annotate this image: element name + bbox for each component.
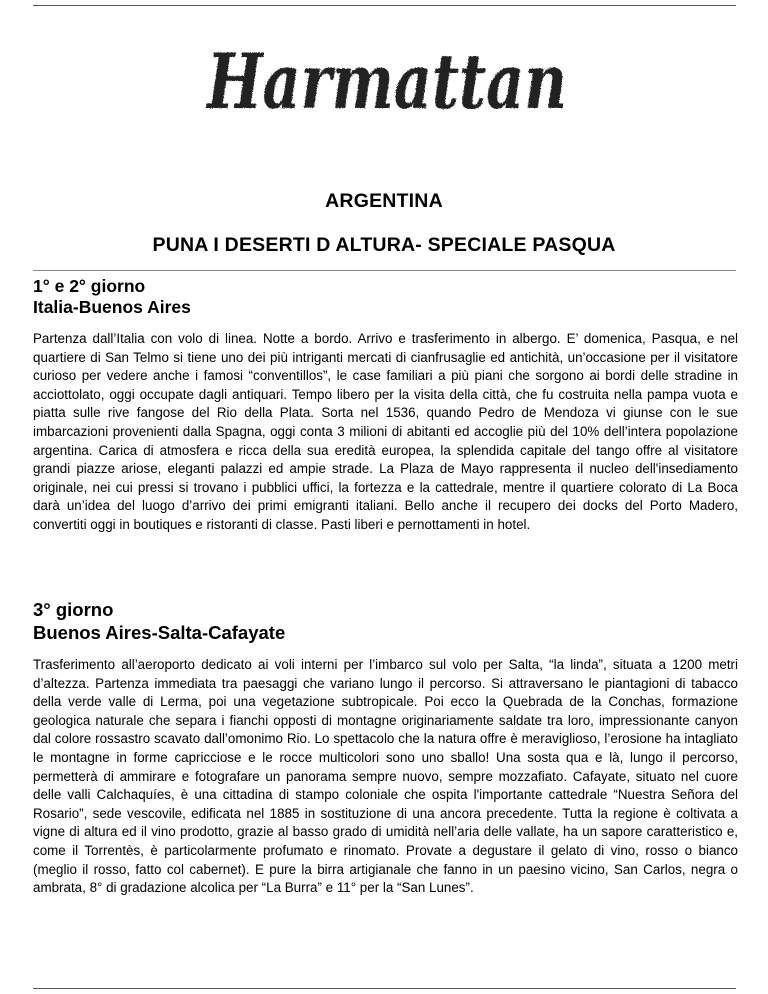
day-route-heading: Italia-Buenos Aires	[33, 297, 191, 317]
day-description: Partenza dall’Italia con volo di linea. Notte a bordo. Arrivo e trasferimento in albergo. E’ domenica, Pasqua, e nel quartiere di San Telmo si tiene uno dei più intriganti mercati di cianfrusaglie ed antichità, un’occasione per il visitatore curioso per vedere anche i famosi “conventillos”, le case familiari a più piani che sorgono ai bordi delle stradine in acciottolato, oggi occupate dagli antiquari. Tempo libero per la visita della città, che fu costruita nella pampa vuota e piatta sulle rive fangose del Rio della Plata. Sorta nel 1536, quando Pedro de Mendoza vi giunse con le sue imbarcazioni provenienti dalla Spagna, oggi conta 3 milioni di abitanti ed accoglie più del 10% dell’intera popolazione argentina. Carica di atmosfera e ricca della sua eredità europea, la splendida capitale del tango offre al visitatore grandi piazze ariose, eleganti palazzi ed ampie strade. La Plaza de Mayo rappresenta il nucleo dell'insediamento originale, nei cui pressi si trovano i pubblici uffici, la fortezza e la cattedrale, mentre il quartiere colorato di La Boca darà un’idea del luogo d’arrivo dei primi emigranti italiani. Bello anche il recupero dei docks del Porto Madero, convertiti oggi in boutiques e ristoranti di classe. Pasti liberi e pernottamenti in hotel.	[33, 331, 738, 532]
day-description: Trasferimento all’aeroporto dedicato ai voli interni per l’imbarco sul volo per Salta, “la linda”, situata a 1200 metri d’altezza. Partenza immediata tra paesaggi che variano lungo il percorso. Si attraversano le piantagioni di tabacco della verde valle di Lerma, poi una vegetazione subtropicale. Poi ecco la Quebrada de la Conchas, formazione geologica naturale che separa i fianchi opposti di montagne originariamente saldate tra loro, impressionante canyon dal colore rossastro scavato dall’omonimo Rio. Lo spettacolo che la natura offre è meraviglioso, l’erosione ha intagliato le montagne in forme capricciose e le rocce multicolori sono uno sballo! Una sosta qua e là, lungo il percorso, permetterà di ammirare e fotografare un panorama sempre nuovo, sempre mozzafiato. Cafayate, situato nel cuore delle valli Calchaquíes, è una cittadina di stampo coloniale che ospita l'importante cattedrale “Nuestra Señora del Rosario”, sede vescovile, edificata nel 1885 in sostituzione di una ancora precedente. Tutta la regione è coltivata a vigne di altura ed il vino prodotto, grazie al basso grado di umidità nell’aria delle vallate, ha un sapore caratteristico e, come il Torrentès, è particolarmente profumato e rinomato. Provate a degustare il gelato di vino, rosso o bianco (meglio il rosso, fatto col cabernet). E pure la birra artigianale che fanno in un paesino vicino, San Carlos, negra o ambrata, 8° di gradazione alcolica per “La Burra” e 11° per la “San Lunes”.	[33, 657, 738, 896]
top-rule	[33, 5, 736, 6]
harmattan-logo	[198, 34, 576, 134]
day-section	[33, 598, 738, 898]
bottom-rule	[33, 988, 736, 989]
page-subtitle: PUNA I DESERTI D ALTURA- SPECIALE PASQUA	[152, 234, 616, 256]
day-section	[33, 276, 738, 535]
day-route-heading: Buenos Aires-Salta-Cafayate	[33, 622, 286, 643]
day-number-heading: 3° giorno	[33, 599, 114, 620]
section-divider	[33, 270, 736, 271]
page-title: ARGENTINA	[325, 190, 443, 212]
day-number-heading: 1° e 2° giorno	[33, 276, 146, 296]
logo-wordmark: Harmattan	[205, 37, 567, 126]
